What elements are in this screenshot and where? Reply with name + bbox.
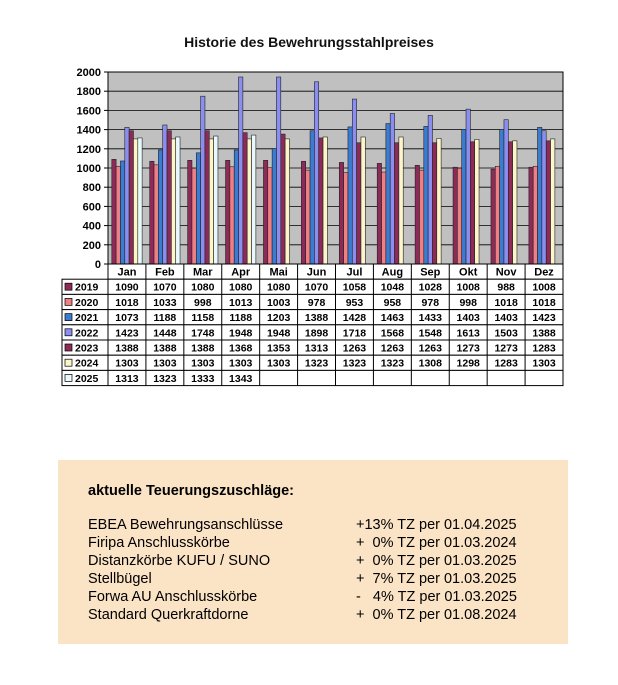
bar [475,139,479,264]
bar [453,167,457,264]
surcharge-value: - 4% TZ per 01.03.2025 [356,589,517,605]
bar [226,160,230,264]
table-cell-value: 1548 [418,327,442,340]
legend-swatch [65,374,72,381]
table-cell-value: 978 [421,296,440,309]
x-tick-label: Jun [306,266,327,279]
table-cell-value: 1433 [418,312,442,325]
table-cell-value: 1303 [115,357,139,370]
bar [415,165,419,264]
y-tick-label: 200 [82,239,101,252]
y-tick-label: 1200 [76,143,101,156]
surcharge-value: +13% TZ per 01.04.2025 [356,517,517,533]
table-cell-value: 1033 [153,296,177,309]
table-cell-value: 958 [383,296,402,309]
surcharge-value: + 0% TZ per 01.03.2025 [356,553,517,569]
surcharge-row [88,553,558,571]
table-cell-value: 1090 [115,281,139,294]
table-cell-value: 1008 [456,281,480,294]
table-cell-value: 1018 [532,296,556,309]
table-cell-value: 1298 [456,357,480,370]
table-cell-value: 1308 [418,357,442,370]
bar [272,149,276,264]
y-tick-label: 1000 [76,163,101,175]
table-cell-value: 1353 [266,342,291,355]
table-cell-value: 1048 [380,281,405,294]
table-cell-value: 1403 [494,312,518,325]
table-cell-value: 1070 [153,281,177,294]
x-tick-label: Okt [459,266,478,279]
table-cell-value: 1948 [229,327,253,340]
table-cell-value: 1003 [266,296,291,309]
bar [239,77,243,264]
bar [419,170,423,264]
bar [150,161,154,264]
table-cell-value: 1323 [342,357,367,370]
bar [252,135,256,264]
table-cell-value: 1008 [532,281,556,294]
table-cell-value: 1303 [153,357,177,370]
surcharge-row [88,607,558,625]
table-cell-value: 1303 [229,357,253,370]
legend-swatch [65,314,72,321]
surcharge-row [88,571,558,589]
chart-title: Historie des Bewehrungsstahlpreises [184,34,434,50]
bar [551,139,555,264]
surcharge-value: + 0% TZ per 01.08.2024 [356,607,517,623]
table-cell-value: 1313 [304,342,329,355]
table-cell-value: 1013 [229,296,253,309]
table-cell-value: 1428 [342,312,367,325]
table-cell-value: 1158 [191,312,215,325]
table-cell-value: 1403 [456,312,480,325]
bar [339,162,343,264]
bar [209,139,213,264]
bar [230,167,234,264]
bar [428,115,432,264]
bar [424,126,428,264]
bar [500,129,504,264]
table-cell-value: 1423 [115,327,139,340]
bar [281,134,285,264]
surcharge-panel [58,460,568,644]
y-tick-label: 400 [82,220,101,233]
bar [542,131,546,264]
table-cell-value: 978 [307,296,326,309]
surcharge-row [88,517,558,535]
legend-swatch [65,298,72,305]
bar [133,139,137,264]
bar [306,170,310,264]
y-tick-label: 600 [82,201,101,214]
table-cell-value: 1323 [153,372,177,385]
table-cell-value: 1503 [494,327,518,340]
x-tick-label: Jan [117,266,137,279]
table-cell-value: 1263 [380,342,405,355]
y-tick-label: 1400 [76,124,101,137]
surcharge-product: Distanzkörbe KUFU / SUNO [88,553,271,569]
bar [171,139,175,264]
table-cell-value: 1423 [532,312,556,325]
bar [323,137,327,264]
table-cell-value: 1303 [191,357,215,370]
x-tick-label: Jul [346,266,363,279]
bar [163,125,167,264]
y-tick-label: 1600 [76,105,101,118]
table-cell-value: 1283 [532,342,556,355]
table-cell-value: 1080 [266,281,291,294]
bar [491,169,495,264]
bar [125,127,129,264]
bar [196,153,200,264]
surcharge-heading: aktuelle Teuerungszuschläge: [88,483,295,499]
table-cell-value: 1080 [191,281,215,294]
table-cell-value: 1368 [229,342,253,355]
bar [352,99,356,264]
table-cell-value: 1898 [304,327,329,340]
bar [504,120,508,264]
bar [263,160,267,264]
table-cell-value: 1273 [494,342,518,355]
bar [395,143,399,264]
table-cell-value: 1188 [153,312,177,325]
surcharge-product: Standard Querkraftdorne [88,607,249,623]
surcharge-value: + 0% TZ per 01.03.2024 [356,535,517,551]
bar [192,168,196,264]
bar [529,167,533,264]
table-cell-value: 1303 [532,357,556,370]
bar [167,131,171,264]
x-tick-label: Sep [420,266,441,279]
legend-label: 2024 [75,357,99,370]
bar [310,131,314,264]
bar [285,139,289,264]
bar [432,143,436,264]
bar [214,136,218,264]
bar [243,133,247,264]
bar [344,173,348,264]
table-cell-value: 1283 [494,357,518,370]
legend-swatch [65,344,72,351]
x-tick-label: Feb [155,266,175,279]
bar [268,168,272,264]
bar [348,127,352,264]
table-cell-value: 1018 [494,296,518,309]
bar [399,137,403,264]
bar [301,161,305,264]
bar [462,129,466,264]
bar [276,77,280,264]
table-cell-value: 998 [194,296,212,309]
bar [466,109,470,264]
x-tick-label: Apr [231,266,251,279]
bar [508,142,512,264]
bar [247,139,251,264]
y-tick-label: 2000 [76,67,101,79]
table-cell-value: 1203 [266,312,291,325]
bar [314,82,318,264]
table-cell-value: 1323 [380,357,405,370]
bar [361,137,365,264]
bar [538,127,542,264]
table-cell-value: 1343 [229,372,253,385]
bar [138,138,142,264]
table-cell-value: 1448 [153,327,177,340]
table-cell-value: 1388 [153,342,177,355]
legend-label: 2022 [75,327,99,340]
bar [129,131,133,264]
surcharge-product: Stellbügel [88,571,152,587]
bar [546,141,550,264]
bar [120,161,124,264]
legend-label: 2023 [75,342,99,355]
table-cell-value: 1058 [342,281,367,294]
bar [201,96,205,264]
table-cell-value: 1263 [342,342,367,355]
x-tick-label: Mai [269,266,288,279]
legend-label: 2020 [75,296,99,309]
table-cell-value: 1333 [191,372,215,385]
bar [533,166,537,264]
legend-label: 2021 [75,312,99,325]
y-tick-label: 0 [94,259,101,271]
bar [205,131,209,264]
bar [176,137,180,264]
table-cell-value: 1313 [115,372,139,385]
table-cell-value: 1463 [380,312,405,325]
y-tick-label: 1800 [76,86,101,99]
table-cell-value: 1080 [229,281,253,294]
table-cell-value: 1303 [266,357,291,370]
bar [158,150,162,264]
legend-label: 2019 [75,281,99,294]
bar [116,166,120,264]
table-cell-value: 988 [497,281,515,294]
table-cell-value: 1388 [115,342,139,355]
table-cell-value: 1718 [342,327,367,340]
table-cell-value: 1388 [191,342,215,355]
bar [390,113,394,264]
bar [319,138,323,264]
legend-swatch [65,329,72,336]
y-tick-label: 800 [82,182,101,195]
x-tick-label: Mar [193,266,213,279]
table-cell-value: 1948 [266,327,291,340]
bar [470,142,474,264]
table-cell-value: 1388 [532,327,556,340]
x-tick-label: Dez [534,266,554,279]
bar [457,168,461,264]
bar [112,159,116,264]
x-tick-label: Nov [495,266,517,279]
surcharge-row [88,589,558,607]
bar [377,163,381,264]
x-tick-label: Aug [381,266,404,279]
bar [234,150,238,264]
surcharge-product: Firipa Anschlusskörbe [88,535,230,551]
table-cell-value: 1388 [304,312,329,325]
table-cell-value: 1018 [115,296,139,309]
table-cell-value: 1323 [304,357,329,370]
table-cell-value: 998 [459,296,477,309]
surcharge-product: Forwa AU Anschlusskörbe [88,589,258,605]
surcharge-value: + 7% TZ per 01.03.2025 [356,571,517,587]
bar [386,124,390,264]
table-cell-value: 953 [345,296,364,309]
surcharge-product: EBEA Bewehrungsanschlüsse [88,517,284,533]
surcharge-row [88,535,558,553]
bar [382,172,386,264]
bar [513,141,517,264]
legend-swatch [65,283,72,290]
bar [357,143,361,264]
table-cell-value: 1748 [191,327,215,340]
table-cell-value: 1028 [418,281,442,294]
legend-label: 2025 [75,372,99,385]
bar [495,166,499,264]
table-cell-value: 1613 [456,327,480,340]
table-cell-value: 1188 [229,312,253,325]
bar [188,160,192,264]
table-cell-value: 1568 [380,327,405,340]
legend-swatch [65,359,72,366]
bar [154,165,158,264]
table-cell-value: 1073 [115,312,139,325]
bar [437,138,441,264]
table-cell-value: 1263 [418,342,442,355]
table-cell-value: 1070 [304,281,329,294]
table-cell-value: 1273 [456,342,480,355]
